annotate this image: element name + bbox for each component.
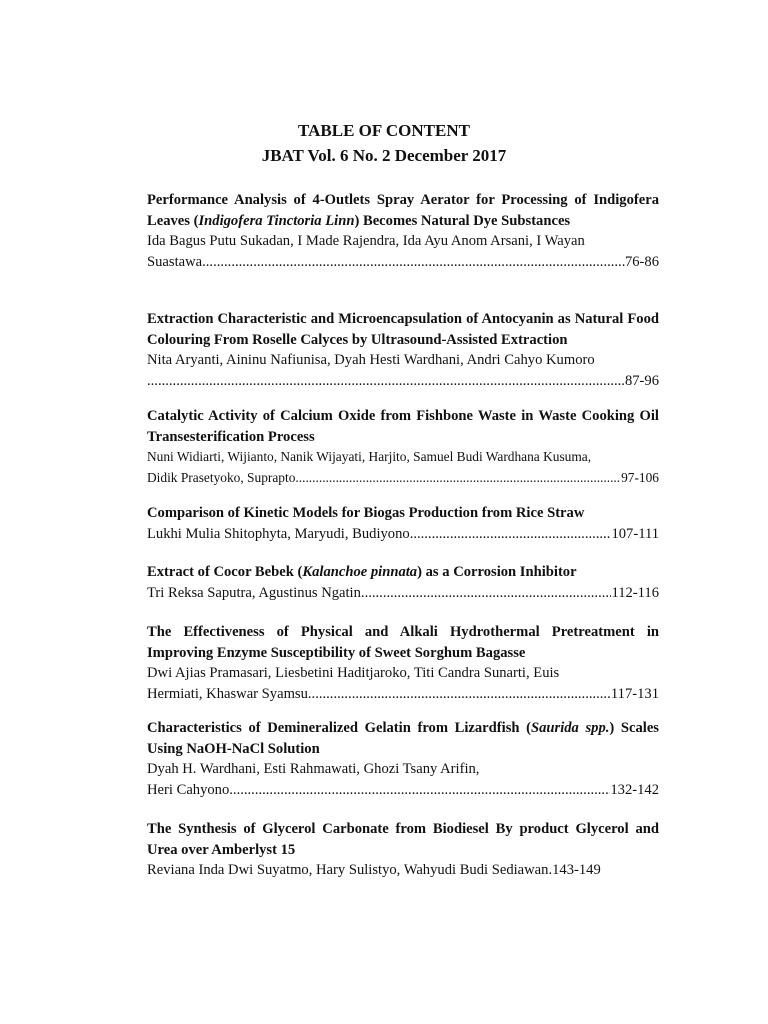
dot-leader <box>308 684 611 705</box>
author-page-line <box>147 860 659 881</box>
species-name: Kalanchoe pinnata <box>302 564 418 580</box>
author-page-line <box>147 252 659 273</box>
dot-leader <box>295 468 621 489</box>
toc-entry <box>147 309 659 391</box>
page-range[interactable]: 132-142 <box>610 781 659 798</box>
article-authors: Dwi Ajias Pramasari, Liesbetini Haditjaroko, Titi Candra Sunarti, Euis <box>147 665 560 681</box>
page-range[interactable]: 117-131 <box>610 685 659 702</box>
dot-leader <box>361 583 612 604</box>
dot-leader <box>229 780 610 801</box>
species-name: Saurida spp. <box>530 720 610 736</box>
article-title[interactable]: Performance Analysis of 4-Outlets Spray Aerator for Processing of Indigofera Leaves (Indigofera Tinctoria Linn) Becomes Natural Dye Substances <box>147 192 659 229</box>
article-title[interactable]: Comparison of Kinetic Models for Biogas Production from Rice Straw <box>147 505 585 521</box>
dot-leader <box>147 371 625 392</box>
article-authors: Nuni Widiarti, Wijianto, Nanik Wijayati, Harjito, Samuel Budi Wardhana Kusuma, <box>147 449 592 464</box>
journal-issue: JBAT Vol. 6 No. 2 December 2017 <box>261 146 507 165</box>
article-authors: Hermiati, Khaswar Syamsu <box>147 685 308 702</box>
page-range[interactable]: 76-86 <box>624 253 659 270</box>
toc-entry <box>147 190 659 272</box>
article-title[interactable]: The Effectiveness of Physical and Alkali Hydrothermal Pretreatment in Improving Enzyme Susceptibility of Sweet Sorghum Bagasse <box>147 624 659 661</box>
article-authors: Lukhi Mulia Shitophyta, Maryudi, Budiyono <box>147 525 410 542</box>
page-range[interactable]: 87-96 <box>624 372 659 389</box>
article-title[interactable]: Characteristics of Demineralized Gelatin from Lizardfish (Saurida spp.) Scales Using NaOH-NaCl Solution <box>147 720 659 757</box>
article-title[interactable]: Extract of Cocor Bebek (Kalanchoe pinnata) as a Corrosion Inhibitor <box>147 564 577 580</box>
page-range[interactable]: 107-111 <box>611 525 659 542</box>
page-range[interactable]: 97-106 <box>621 469 659 485</box>
article-authors: Nita Aryanti, Aininu Nafiunisa, Dyah Hesti Wardhani, Andri Cahyo Kumoro <box>147 352 595 368</box>
article-title[interactable]: Extraction Characteristic and Microencapsulation of Antocyanin as Natural Food Colouring From Roselle Calyces by Ultrasound-Assisted Extraction <box>147 311 659 348</box>
author-page-line <box>147 684 659 705</box>
page-title: TABLE OF CONTENT <box>298 121 470 140</box>
toc-entry <box>147 503 659 544</box>
author-page-line <box>147 780 659 801</box>
page-range[interactable]: 143-149 <box>552 862 601 878</box>
toc-entry <box>147 562 659 603</box>
author-page-line <box>147 371 659 392</box>
dot-leader <box>410 524 612 545</box>
author-page-line <box>147 583 659 604</box>
toc-entry <box>147 406 659 488</box>
dot-leader <box>202 252 625 273</box>
article-authors: Dyah H. Wardhani, Esti Rahmawati, Ghozi Tsany Arifin, <box>147 761 480 777</box>
article-title[interactable]: The Synthesis of Glycerol Carbonate from Biodiesel By product Glycerol and Urea over Amberlyst 15 <box>147 821 659 858</box>
toc-entry <box>147 622 659 704</box>
article-authors: Reviana Inda Dwi Suyatmo, Hary Sulistyo, Wahyudi Budi Sediawan. <box>147 862 553 878</box>
article-authors: Ida Bagus Putu Sukadan, I Made Rajendra, Ida Ayu Anom Arsani, I Wayan <box>147 233 585 249</box>
author-page-line <box>147 524 659 545</box>
toc-entry <box>147 819 659 881</box>
article-authors: Suastawa <box>147 253 203 270</box>
article-title[interactable]: Catalytic Activity of Calcium Oxide from Fishbone Waste in Waste Cooking Oil Transesterification Process <box>147 408 659 445</box>
article-authors: Heri Cahyono <box>147 781 230 798</box>
article-authors: Didik Prasetyoko, Suprapto <box>147 469 296 485</box>
toc-entry <box>147 718 659 800</box>
toc-heading <box>0 118 768 168</box>
page-range[interactable]: 112-116 <box>611 584 659 601</box>
article-authors: Tri Reksa Saputra, Agustinus Ngatin <box>147 584 361 601</box>
species-name: Indigofera Tinctoria Linn <box>198 212 355 229</box>
author-page-line <box>147 468 659 489</box>
